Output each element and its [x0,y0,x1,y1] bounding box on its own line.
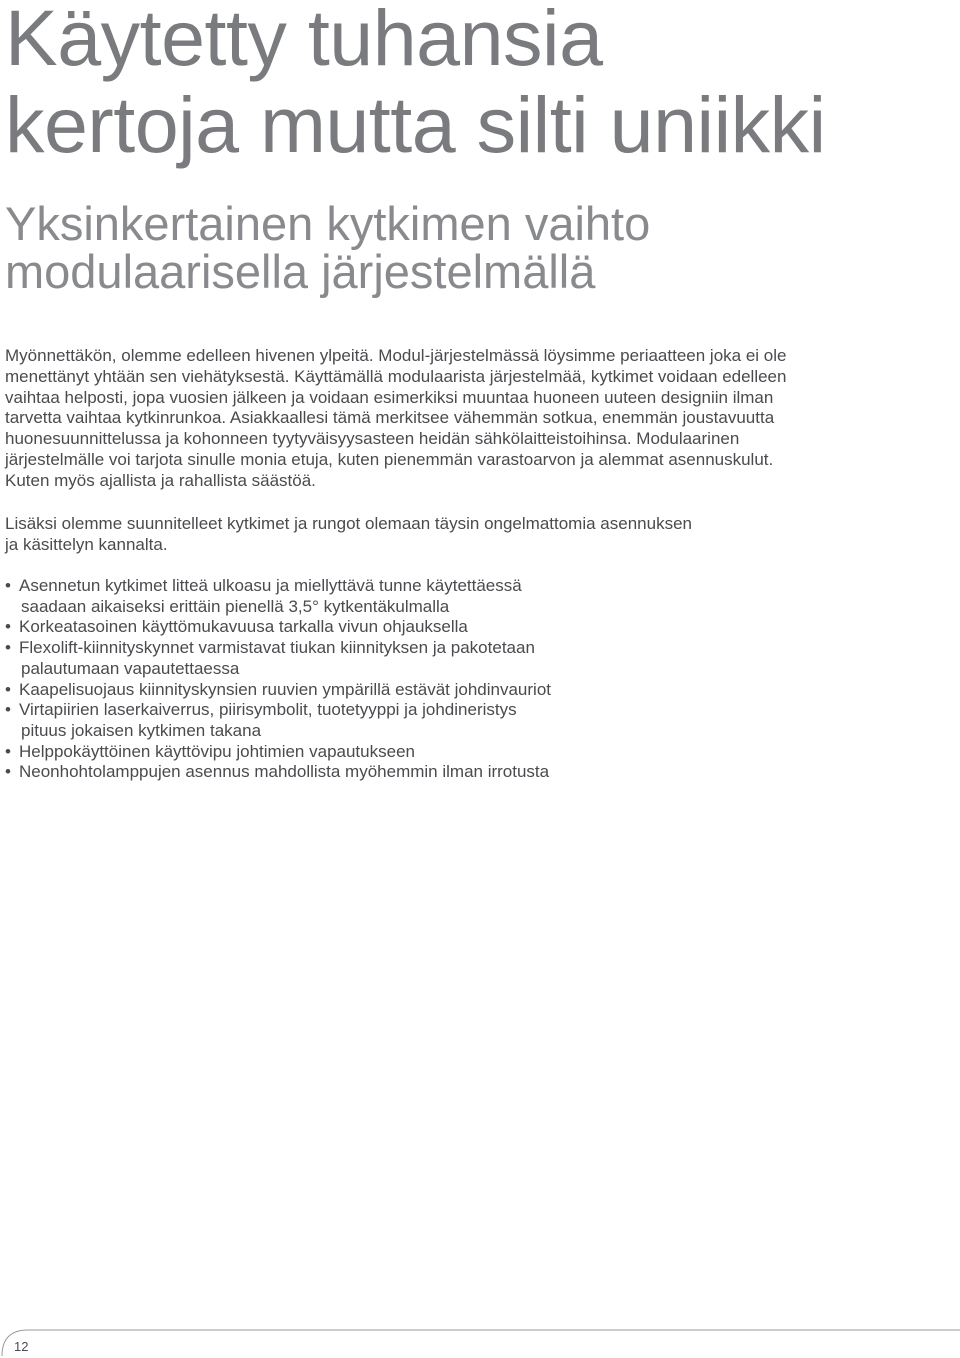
installation-paragraph-line: Lisäksi olemme suunnitelleet kytkimet ja rungot olemaan täysin ongelmattomia asennuksen [5,514,692,533]
page-title [5,0,826,168]
section-subtitle-line-1: Yksinkertainen kytkimen vaihto [5,197,651,250]
feature-list-item [5,762,551,783]
bullet-icon: • [5,700,11,720]
page-title-line-2: kertoja mutta silti uniikki [5,80,826,169]
intro-paragraph-line: huonesuunnittelussa ja kohonneen tyytyväisyysasteen heidän sähkölaitteistoihinsa. Modulaarinen [5,429,740,449]
intro-paragraph-line: vaihtaa helposti, jopa vuosien jälkeen ja voidaan esimerkiksi muuntaa huoneen uuteen designiin ilman [5,387,774,407]
footer-rule-line [2,1330,960,1356]
feature-list-item [5,700,551,741]
section-subtitle-line-2: modulaarisella järjestelmällä [5,245,596,298]
bullet-icon: • [5,741,11,761]
intro-paragraph-line: Myönnettäkön, olemme edelleen hivenen ylpeitä. Modul-järjestelmässä löysimme periaatteen joka ei ole [5,346,787,365]
bullet-icon: • [5,617,11,637]
page-number: 12 [14,1339,29,1354]
intro-paragraph-line: järjestelmälle voi tarjota sinulle monia etuja, kuten pienemmän varastoarvon ja alemmat asennuskulut. [5,449,774,469]
bullet-icon: • [5,638,11,658]
feature-text: Neonhohtolamppujen asennus mahdollista myöhemmin ilman irrotusta [19,762,550,782]
bullet-icon: • [5,762,11,782]
intro-paragraph-line: menettänyt yhtään sen viehätyksestä. Käyttämällä modulaarista järjestelmää, kytkimet voidaan edelleen [5,366,787,386]
installation-paragraph-line: ja käsittelyn kannalta. [5,534,168,554]
feature-list-item [5,680,551,701]
intro-paragraph-line: tarvetta vaihtaa kytkinrunkoa. Asiakkaallesi tämä merkitsee vähemmän sotkua, enemmän joustavuutta [5,408,775,428]
feature-list [5,576,551,783]
bullet-icon: • [5,679,11,699]
feature-list-item [5,638,551,679]
footer-rule [0,1328,960,1358]
page-title-line-1: Käytetty tuhansia [5,0,603,82]
feature-text: Flexolift-kiinnityskynnet varmistavat tiukan kiinnityksen ja pakotetaan [19,638,535,658]
feature-text: Kaapelisuojaus kiinnityskynsien ruuvien ympärillä estävät johdinvauriot [19,679,552,699]
feature-text: Helppokäyttöinen käyttövipu johtimien vapautukseen [19,741,415,761]
installation-paragraph [5,514,945,556]
intro-paragraph [5,346,945,492]
feature-text: Korkeatasoinen käyttömukavuusa tarkalla vivun ohjauksella [19,617,468,637]
feature-text-continuation: pituus jokaisen kytkimen takana [21,720,262,740]
feature-list-item [5,576,551,617]
feature-text: Asennetun kytkimet litteä ulkoasu ja miellyttävä tunne käytettäessä [19,576,522,595]
feature-text-continuation: palautumaan vapautettaessa [21,658,240,678]
feature-text: Virtapiirien laserkaiverrus, piirisymbolit, tuotetyyppi ja johdineristys [19,700,517,720]
feature-list-item [5,617,551,638]
feature-text-continuation: saadaan aikaiseksi erittäin pienellä 3,5° kytkentäkulmalla [21,596,450,616]
section-subtitle [5,197,651,298]
intro-paragraph-line: Kuten myös ajallista ja rahallista säästöä. [5,470,316,490]
feature-list-item [5,742,551,763]
bullet-icon: • [5,576,11,595]
